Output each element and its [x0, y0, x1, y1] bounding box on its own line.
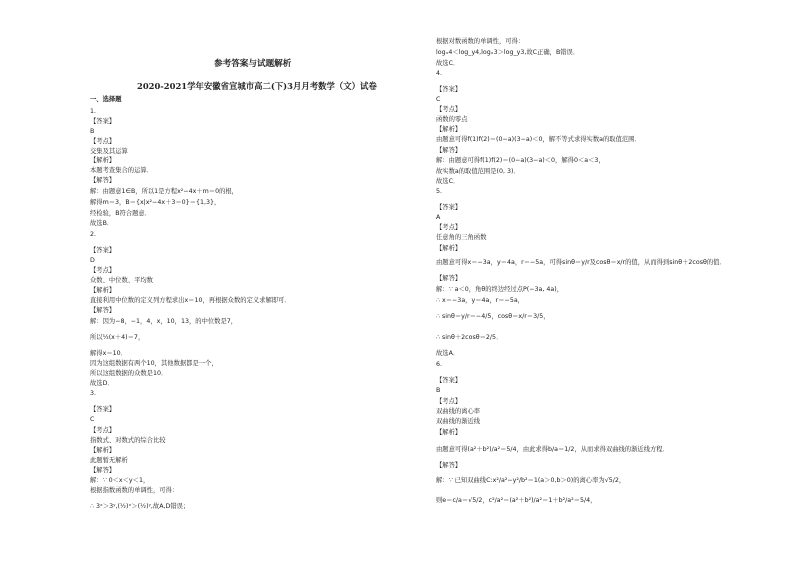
topic-text: 众数、中位数、平均数 — [90, 277, 153, 284]
solution-label: 【解答】 — [90, 177, 116, 184]
analysis-label: 【解析】 — [436, 429, 462, 436]
analysis-text: 本题考查集合的运算． — [90, 167, 153, 174]
topic-text: 函数的零点 — [436, 116, 468, 123]
topic-text: 任意角的三角函数 — [436, 234, 487, 241]
question-number: 2. — [90, 231, 97, 238]
answer-label: 【答案】 — [436, 86, 462, 93]
section-heading: 一、选择题 — [90, 96, 122, 103]
solution-text: ∴ x＝−3a，y＝4a，r＝−5a， — [436, 297, 524, 304]
solution-text: 解：∵ 0＜x＜y＜1， — [90, 477, 150, 484]
solution-text: 解得x＝10． — [90, 350, 127, 357]
solution-text: 故实数a的取值范围是(0, 3)． — [436, 168, 520, 175]
answer-label: 【答案】 — [90, 118, 116, 125]
analysis-label: 【解析】 — [90, 447, 116, 454]
solution-text: ∴ 3ˣ＞3ʸ,(½)ˣ＞(½)ʸ,故A,D错误； — [90, 503, 190, 510]
answer-value: B — [90, 128, 95, 135]
question-number: 6. — [436, 361, 443, 368]
topic-label: 【考点】 — [90, 267, 116, 274]
question-number: 4. — [436, 70, 443, 77]
answer-value: C — [436, 96, 441, 103]
question-number: 5. — [436, 188, 443, 195]
solution-text: 故选D． — [90, 380, 114, 387]
solution-text: 根据对数函数的单调性，可得： — [436, 38, 525, 45]
solution-text: ∴ sinθ＝y/r＝−4/5，cosθ＝x/r＝3/5， — [436, 313, 550, 320]
solution-text: 所以½(x＋4)＝7， — [90, 334, 145, 341]
analysis-text: 由题意可得x＝−3a，y＝4a，r＝−5a，可得sinθ＝y/r及cosθ＝x/r的值，从而得到sinθ＋2cosθ的值． — [436, 259, 726, 266]
solution-text: 则e＝c/a＝√5/2，c²/a²＝(a²＋b²)/a²＝1＋b²/a²＝5/4， — [436, 497, 597, 504]
answer-label: 【答案】 — [436, 204, 462, 211]
topic-text: 指数式、对数式的综合比较 — [90, 437, 166, 444]
answer-label: 【答案】 — [90, 406, 116, 413]
topic-label: 【考点】 — [436, 224, 462, 231]
answer-value: C — [90, 416, 95, 423]
solution-text: logₓ4＜log_y4,logₓ3＞log_y3,故C正确，B错误． — [436, 49, 580, 56]
solution-text: 解：由题意1∈B，所以1是方程x²−4x＋m＝0的根， — [90, 188, 238, 195]
topic-text: 双曲线的离心率 — [436, 408, 481, 415]
solution-text: 故选C． — [436, 60, 460, 67]
analysis-text: 直接利用中位数的定义列方程求出x＝10，再根据众数的定义求解即可． — [90, 297, 291, 304]
solution-text: 经检验，B符合题意． — [90, 210, 151, 217]
solution-text: 解：因为−8，−1，4，x，10，13，的中位数是7， — [90, 318, 238, 325]
solution-text: 故选B． — [90, 220, 114, 227]
topic-text: 交集及其运算 — [90, 148, 128, 155]
solution-label: 【解答】 — [436, 462, 462, 469]
solution-text: 解：由题意可得f(1)f(2)＝(0−a)(3−a)＜0，解得0＜a＜3， — [436, 157, 605, 164]
analysis-label: 【解析】 — [436, 126, 462, 133]
solution-text: 故选C． — [436, 178, 460, 185]
solution-label: 【解答】 — [90, 467, 116, 474]
page-title: 参考答案与试题解析 — [214, 59, 292, 69]
solution-label: 【解答】 — [90, 307, 116, 314]
solution-text: 故选A． — [436, 350, 460, 357]
answer-label: 【答案】 — [90, 247, 116, 254]
analysis-label: 【解析】 — [90, 157, 116, 164]
question-number: 1. — [90, 108, 97, 115]
topic-label: 【考点】 — [90, 427, 116, 434]
answer-value: B — [436, 387, 441, 394]
solution-text: 所以这组数据的众数是10． — [90, 370, 168, 377]
topic-label: 【考点】 — [90, 138, 116, 145]
analysis-text: 由题意可得f(1)f(2)＝(0−a)(3−a)＜0，解不等式求得实数a的取值范围． — [436, 136, 641, 143]
topic-label: 【考点】 — [436, 106, 462, 113]
analysis-text: 由题意可得(a²＋b²)/a²＝5/4，由此求得b/a＝1/2，从而求得双曲线的渐近线方程． — [436, 446, 669, 453]
answer-label: 【答案】 — [436, 377, 462, 384]
analysis-text: 此题暂无解析 — [90, 457, 128, 464]
solution-text: 根据指数函数的单调性，可得： — [90, 487, 179, 494]
solution-text: 因为这组数据有两个10，其他数据都是一个， — [90, 360, 218, 367]
answer-value: D — [90, 257, 95, 264]
solution-text: 解得m＝3，B＝{x|x²−4x＋3＝0}＝{1,3}， — [90, 199, 221, 206]
solution-text: 解：∵ 已知双曲线C:x²/a²−y²/b²＝1(a＞0,b＞0)的离心率为√5/2， — [436, 477, 626, 484]
question-number: 3. — [90, 390, 97, 397]
analysis-label: 【解析】 — [90, 287, 116, 294]
solution-label: 【解答】 — [436, 147, 462, 154]
topic-label: 【考点】 — [436, 398, 462, 405]
exam-title: 2020-2021学年安徽省宣城市高二(下)3月月考数学（文）试卷 — [137, 81, 377, 91]
solution-label: 【解答】 — [436, 275, 462, 282]
topic-text: 双曲线的渐近线 — [436, 418, 481, 425]
answer-value: A — [436, 214, 441, 221]
solution-text: 解：∵ a＜0，角θ的终边经过点P(−3a, 4a)， — [436, 286, 564, 293]
analysis-label: 【解析】 — [436, 245, 462, 252]
solution-text: ∴ sinθ＋2cosθ＝2/5． — [436, 334, 503, 341]
